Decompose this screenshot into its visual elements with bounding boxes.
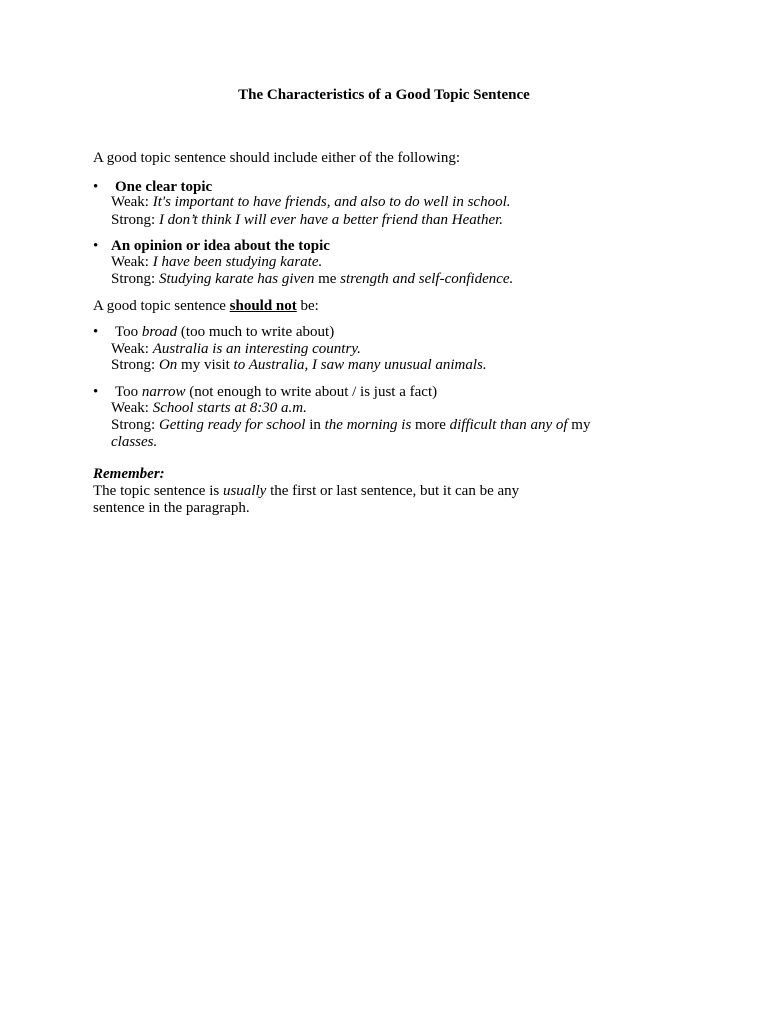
too-keyword: narrow: [141, 384, 186, 400]
not-item-1-strong: [111, 357, 487, 374]
remember-line-1-a: The topic sentence is: [93, 483, 220, 499]
weak-label: Weak:: [111, 194, 149, 210]
should-not-intro-after: be:: [300, 298, 319, 314]
include-item-1-strong: [111, 212, 503, 229]
include-item-2-weak: [111, 254, 322, 271]
strong-example-part-5: difficult than any of: [449, 417, 568, 433]
bullet-icon: •: [93, 384, 99, 400]
strong-example-part-2: my visit: [181, 357, 230, 373]
weak-label: Weak:: [111, 341, 149, 357]
strong-example: I don’t think I will ever have a better friend than Heather.: [158, 212, 504, 228]
weak-example: It's important to have friends, and also to do well in school.: [152, 194, 511, 210]
strong-label: Strong:: [111, 357, 156, 373]
not-item-2-heading: [115, 384, 437, 401]
document-title: The Characteristics of a Good Topic Sentence: [238, 87, 530, 103]
include-item-2-heading: An opinion or idea about the topic: [111, 238, 330, 254]
should-not-emphasis: should not: [229, 298, 297, 314]
strong-example-part-3: to Australia, I saw many unusual animals.: [233, 357, 487, 373]
weak-example: I have been studying karate.: [152, 254, 323, 270]
remember-line-2: sentence in the paragraph.: [93, 500, 250, 516]
too-keyword: broad: [141, 324, 178, 340]
weak-example: Australia is an interesting country.: [152, 341, 361, 357]
strong-example-part-1: Studying karate has given: [158, 271, 315, 287]
intro-text: A good topic sentence should include either of the following:: [93, 150, 461, 166]
strong-label: Strong:: [111, 212, 156, 228]
remember-line-1-c: the first or last sentence, but it can be any: [270, 483, 520, 499]
weak-example: School starts at 8:30 a.m.: [152, 400, 307, 416]
remember-line-1: [93, 483, 519, 500]
should-not-intro-before: A good topic sentence: [93, 298, 226, 314]
strong-example-part-1: On: [158, 357, 178, 373]
not-item-2-strong: [111, 417, 590, 434]
strong-label: Strong:: [111, 271, 156, 287]
should-not-intro: [93, 298, 319, 315]
weak-label: Weak:: [111, 400, 149, 416]
too-label: Too: [115, 324, 139, 340]
remember-line-1-b: usually: [222, 483, 267, 499]
bullet-icon: •: [93, 238, 99, 254]
strong-example-part-1: Getting ready for school: [158, 417, 306, 433]
not-item-1-heading: [115, 324, 334, 341]
strong-label: Strong:: [111, 417, 156, 433]
strong-example-part-3: the morning is: [324, 417, 412, 433]
strong-example-part-4: more: [415, 417, 446, 433]
too-label: Too: [115, 384, 139, 400]
strong-example-part-3: strength and self-confidence.: [340, 271, 514, 287]
remember-heading: Remember:: [93, 466, 165, 482]
weak-label: Weak:: [111, 254, 149, 270]
strong-example-part-2: in: [309, 417, 321, 433]
bullet-icon: •: [93, 179, 99, 195]
strong-example-part-2: me: [318, 271, 337, 287]
include-item-2-strong: [111, 271, 513, 288]
not-item-2-weak: [111, 400, 307, 417]
bullet-icon: •: [93, 324, 99, 340]
too-note: (not enough to write about / is just a fact): [189, 384, 438, 400]
not-item-1-weak: [111, 341, 361, 358]
include-item-1-weak: [111, 194, 510, 211]
too-note: (too much to write about): [180, 324, 335, 340]
strong-example-part-6: my: [571, 417, 591, 433]
strong-example-part-7: classes.: [111, 434, 158, 450]
include-item-1-heading: One clear topic: [115, 179, 213, 195]
